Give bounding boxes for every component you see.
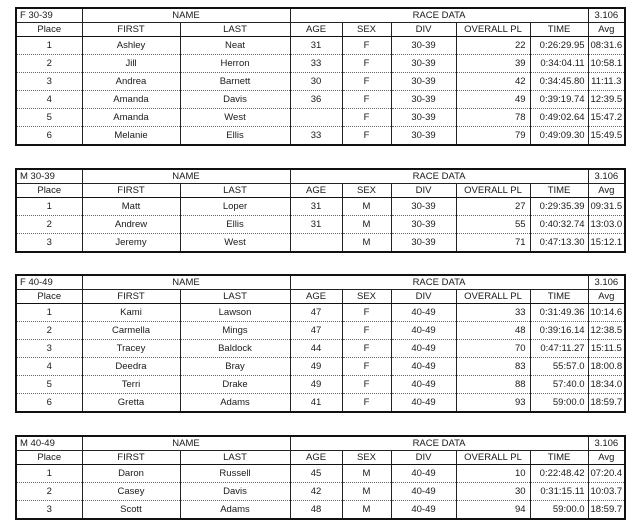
last-name-cell: West [180,234,290,253]
division-cell: 30-39 [391,37,456,55]
place-cell: 1 [16,198,82,216]
avg-pace-cell: 10:03.7 [588,483,625,501]
first-name-cell: Amanda [82,109,180,127]
results-table-f-30-39 [15,7,626,146]
first-name-cell: Terri [82,376,180,394]
avg-pace-cell: 07:20.4 [588,465,625,483]
first-name-cell: Deedra [82,358,180,376]
overall-place-cell: 94 [456,501,530,520]
last-name-cell: Bray [180,358,290,376]
avg-pace-cell: 15:49.5 [588,127,625,146]
first-name-cell: Scott [82,501,180,520]
place-cell: 1 [16,37,82,55]
first-name-cell: Jill [82,55,180,73]
age-cell: 30 [290,73,342,91]
time-cell: 0:34:04.11 [530,55,588,73]
div-col-header: DIV [391,184,456,198]
division-cell: 40-49 [391,465,456,483]
first-name-cell: Matt [82,198,180,216]
overall-col-header: OVERALL PL [456,184,530,198]
first-col-header: FIRST [82,451,180,465]
name-header: NAME [82,8,290,23]
table-row [16,358,625,376]
place-cell: 6 [46,130,52,141]
sex-cell: F [342,73,391,91]
first-name-cell: Carmella [82,322,180,340]
overall-place-cell: 88 [456,376,530,394]
last-name-cell: Davis [180,483,290,501]
place-cell: 3 [46,504,52,515]
division-cell: 30-39 [391,216,456,234]
sex-col-header: SEX [342,184,391,198]
division-cell: 30-39 [391,234,456,253]
time-cell: 57:40.0 [530,376,588,394]
time-cell: 0:49:09.30 [530,127,588,146]
div-col-header: DIV [391,451,456,465]
time-cell: 0:34:45.80 [530,73,588,91]
age-cell: 44 [290,340,342,358]
distance-header: 3.106 [588,436,625,451]
last-name-cell: Barnett [180,73,290,91]
first-name-cell: Tracey [82,340,180,358]
age-cell [290,109,342,127]
name-header: NAME [82,169,290,184]
table-row [16,37,625,55]
last-name-cell: Davis [180,91,290,109]
place-cell: 4 [16,91,82,109]
last-name-cell: Drake [180,376,290,394]
overall-place-cell: 22 [456,37,530,55]
last-name-cell: Mings [180,322,290,340]
place-col-header: Place [16,184,82,198]
age-cell: 33 [290,127,342,146]
age-col-header: AGE [290,184,342,198]
last-name-cell: Lawson [180,304,290,322]
time-cell: 0:39:19.74 [530,91,588,109]
time-cell: 0:47:13.30 [530,234,588,253]
division-cell: 40-49 [391,358,456,376]
place-col-header: Place [16,290,82,304]
age-col-header: AGE [290,290,342,304]
time-cell: 55:57.0 [530,358,588,376]
avg-pace-cell: 11:11.3 [588,73,625,91]
time-cell: 59:00.0 [530,501,588,520]
avg-pace-cell: 18:34.0 [588,376,625,394]
age-cell: 42 [290,483,342,501]
overall-place-cell: 49 [456,91,530,109]
last-name-cell: Adams [180,394,290,413]
time-cell: 0:29:35.39 [530,198,588,216]
age-cell: 49 [290,376,342,394]
overall-place-cell: 70 [456,340,530,358]
overall-place-cell: 55 [456,216,530,234]
sex-col-header: SEX [342,451,391,465]
last-name-cell: Adams [180,501,290,520]
table-row [16,501,625,520]
last-name-cell: Loper [180,198,290,216]
first-col-header: FIRST [82,184,180,198]
group-label: F 30-39 [16,8,82,23]
overall-col-header: OVERALL PL [456,23,530,37]
overall-place-cell: 10 [456,465,530,483]
table-row [16,234,625,253]
time-cell: 0:39:16.14 [530,322,588,340]
table-row [16,73,625,91]
overall-place-cell: 39 [456,55,530,73]
division-cell: 30-39 [391,109,456,127]
avg-pace-cell: 15:12.1 [588,234,625,253]
avg-pace-cell: 15:47.2 [588,109,625,127]
avg-pace-cell: 18:00.8 [588,358,625,376]
place-cell: 2 [16,322,82,340]
age-cell: 47 [290,304,342,322]
time-col-header: TIME [530,290,588,304]
group-label: F 40-49 [16,275,82,290]
race-data-header: RACE DATA [290,436,588,451]
age-cell: 48 [290,501,342,520]
time-cell: 0:31:49.36 [530,304,588,322]
division-cell: 30-39 [391,198,456,216]
results-table-m-40-49 [15,435,626,520]
overall-place-cell: 42 [456,73,530,91]
table-row [16,55,625,73]
division-cell: 40-49 [391,304,456,322]
first-col-header: FIRST [82,290,180,304]
time-cell: 59:00.0 [530,394,588,413]
last-name-cell: Neat [180,37,290,55]
sex-cell: M [342,198,391,216]
division-cell: 40-49 [391,394,456,413]
race-data-header: RACE DATA [290,169,588,184]
sex-cell: F [342,394,391,413]
avg-pace-cell: 15:11.5 [588,340,625,358]
time-col-header: TIME [530,184,588,198]
place-cell: 5 [16,376,82,394]
last-name-cell: Ellis [180,216,290,234]
place-cell: 1 [16,304,82,322]
place-cell: 3 [16,340,82,358]
age-cell: 49 [290,358,342,376]
sex-cell: M [342,216,391,234]
age-cell [290,234,342,253]
sex-cell: F [342,340,391,358]
overall-place-cell: 78 [456,109,530,127]
overall-place-cell: 27 [456,198,530,216]
sex-cell: M [342,234,391,253]
age-cell: 41 [290,394,342,413]
overall-place-cell: 30 [456,483,530,501]
sex-cell: F [342,55,391,73]
avg-col-header: Avg [588,290,625,304]
first-name-cell: Andrea [82,73,180,91]
place-cell: 2 [16,216,82,234]
sex-cell: F [342,358,391,376]
avg-pace-cell: 18:59.7 [588,394,625,413]
age-col-header: AGE [290,451,342,465]
overall-place-cell: 83 [456,358,530,376]
overall-place-cell: 93 [456,394,530,413]
place-cell: 2 [16,483,82,501]
age-cell: 31 [290,37,342,55]
group-label: M 30-39 [16,169,82,184]
division-cell: 40-49 [391,376,456,394]
age-cell: 31 [290,198,342,216]
first-name-cell: Melanie [82,127,180,146]
place-col-header: Place [16,23,82,37]
avg-pace-cell: 10:58.1 [588,55,625,73]
time-cell: 0:22:48.42 [530,465,588,483]
name-header: NAME [82,436,290,451]
time-cell: 0:47:11.27 [530,340,588,358]
age-cell: 33 [290,55,342,73]
last-name-cell: Herron [180,55,290,73]
sex-cell: M [342,465,391,483]
table-row [16,127,625,146]
table-row [16,322,625,340]
first-name-cell: Andrew [82,216,180,234]
division-cell: 30-39 [391,127,456,146]
table-row [16,483,625,501]
avg-pace-cell: 18:59.7 [588,501,625,520]
age-cell: 31 [290,216,342,234]
avg-pace-cell: 10:14.6 [588,304,625,322]
last-name-cell: Russell [180,465,290,483]
table-row [16,91,625,109]
div-col-header: DIV [391,290,456,304]
age-cell: 45 [290,465,342,483]
overall-place-cell: 33 [456,304,530,322]
avg-col-header: Avg [588,23,625,37]
division-cell: 30-39 [391,55,456,73]
last-col-header: LAST [180,184,290,198]
time-cell: 0:31:15.11 [530,483,588,501]
distance-header: 3.106 [588,8,625,23]
overall-col-header: OVERALL PL [456,290,530,304]
table-row [16,394,625,413]
avg-col-header: Avg [588,451,625,465]
last-col-header: LAST [180,290,290,304]
place-cell: 6 [46,397,52,408]
sex-col-header: SEX [342,23,391,37]
table-row [16,376,625,394]
place-cell: 3 [16,73,82,91]
age-cell: 47 [290,322,342,340]
division-cell: 40-49 [391,483,456,501]
name-header: NAME [82,275,290,290]
table-row [16,198,625,216]
race-data-header: RACE DATA [290,275,588,290]
time-cell: 0:26:29.95 [530,37,588,55]
first-name-cell: Amanda [82,91,180,109]
overall-place-cell: 71 [456,234,530,253]
sex-cell: F [342,127,391,146]
last-name-cell: West [180,109,290,127]
sex-col-header: SEX [342,290,391,304]
sex-cell: F [342,322,391,340]
age-cell: 36 [290,91,342,109]
time-cell: 0:40:32.74 [530,216,588,234]
avg-col-header: Avg [588,184,625,198]
table-row [16,465,625,483]
avg-pace-cell: 08:31.6 [588,37,625,55]
place-cell: 4 [16,358,82,376]
time-cell: 0:49:02.64 [530,109,588,127]
age-col-header: AGE [290,23,342,37]
avg-pace-cell: 12:38.5 [588,322,625,340]
avg-pace-cell: 09:31.5 [588,198,625,216]
time-col-header: TIME [530,23,588,37]
race-data-header: RACE DATA [290,8,588,23]
division-cell: 40-49 [391,501,456,520]
last-name-cell: Baldock [180,340,290,358]
place-cell: 1 [16,465,82,483]
sex-cell: F [342,109,391,127]
first-col-header: FIRST [82,23,180,37]
sex-cell: F [342,304,391,322]
sex-cell: M [342,501,391,520]
results-table-f-40-49 [15,274,626,413]
division-cell: 40-49 [391,322,456,340]
sex-cell: F [342,376,391,394]
avg-pace-cell: 12:39.5 [588,91,625,109]
distance-header: 3.106 [588,275,625,290]
first-name-cell: Kami [82,304,180,322]
group-label: M 40-49 [16,436,82,451]
results-table-m-30-39 [15,168,626,253]
table-row [16,304,625,322]
distance-header: 3.106 [588,169,625,184]
place-cell: 5 [16,109,82,127]
sex-cell: F [342,37,391,55]
sex-cell: M [342,483,391,501]
division-cell: 30-39 [391,91,456,109]
division-cell: 30-39 [391,73,456,91]
last-col-header: LAST [180,23,290,37]
division-cell: 40-49 [391,340,456,358]
first-name-cell: Daron [82,465,180,483]
overall-place-cell: 48 [456,322,530,340]
last-col-header: LAST [180,451,290,465]
table-row [16,340,625,358]
first-name-cell: Casey [82,483,180,501]
last-name-cell: Ellis [180,127,290,146]
avg-pace-cell: 13:03.0 [588,216,625,234]
div-col-header: DIV [391,23,456,37]
table-row [16,216,625,234]
place-cell: 2 [16,55,82,73]
overall-place-cell: 79 [456,127,530,146]
table-row [16,109,625,127]
first-name-cell: Ashley [82,37,180,55]
time-col-header: TIME [530,451,588,465]
place-col-header: Place [16,451,82,465]
place-cell: 3 [46,237,52,248]
overall-col-header: OVERALL PL [456,451,530,465]
first-name-cell: Gretta [82,394,180,413]
first-name-cell: Jeremy [82,234,180,253]
sex-cell: F [342,91,391,109]
